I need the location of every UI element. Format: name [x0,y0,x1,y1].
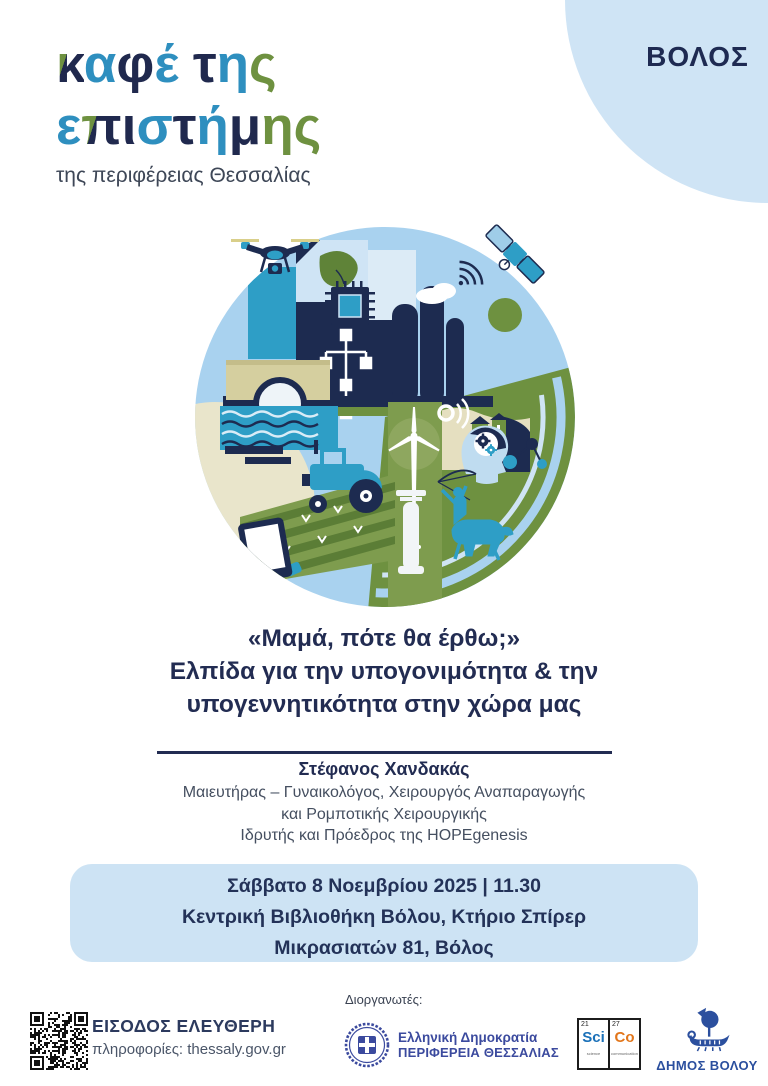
talk-title-line-1: «Μαμά, πότε θα έρθω;» [247,625,521,652]
hellenic-republic-label: Ελληνική Δημοκρατία [398,1030,538,1045]
speaker-name: Στέφανος Χανδακάς [298,759,470,779]
greek-emblem-icon [344,1022,390,1068]
scico-sci-number: 21 [581,1021,589,1028]
region-thessaly-label: ΠΕΡΙΦΕΡΕΙΑ ΘΕΣΣΑΛΙΑΣ [398,1045,559,1060]
event-datetime: Σάββατο 8 Νοεμβρίου 2025 | 11.30 [227,875,541,897]
scico-co-word: communication [611,1051,638,1056]
region-of-thessaly-logo [344,1022,559,1068]
title-divider [157,751,612,754]
event-address: Μικρασιατών 81, Βόλος [274,937,494,959]
volos-municipality-label: ΔΗΜΟΣ ΒΟΛΟΥ [656,1058,758,1073]
organizers-label: Διοργανωτές: [345,992,423,1007]
scico-sci-word: science [586,1051,601,1056]
agritech-circle-illustration [170,212,600,622]
logo-line-2: επιστήμης [56,97,322,156]
info-url: πληροφορίες: thessaly.gov.gr [92,1041,286,1058]
scico-co-symbol: Co [614,1029,635,1046]
speaker-role-line-1: Μαιευτήρας – Γυναικολόγος, Χειρουργός Αναπαραγωγής [182,784,586,801]
water-waves-icon [220,406,338,450]
microchip-icon [325,281,375,330]
talk-title-line-2: Ελπίδα για την υπογονιμότητα & την [169,658,599,685]
scico-logo [577,1018,641,1070]
logo-line-1: καφέ της [56,35,277,94]
speaker-roles [0,782,768,847]
scico-cell-co [608,1018,641,1070]
argo-ship-icon [683,1006,731,1052]
municipality-of-volos-logo [653,1006,761,1073]
qr-code [30,1012,88,1070]
event-details-box [70,864,698,962]
speaker-role-line-2: και Ρομποτικής Χειρουργικής [281,805,487,823]
corner-circle-shape [565,0,768,203]
scico-sci-symbol: Sci [582,1029,605,1046]
scico-co-number: 27 [612,1021,620,1028]
talk-title-line-3: υπογεννητικότητα στην χώρα μας [186,691,582,718]
science-cafe-logo [56,34,321,188]
city-badge: ΒΟΛΟΣ [646,41,749,72]
speaker-role-line-3: Ιδρυτής και Πρόεδρος της HOPEgenesis [240,827,528,844]
event-venue: Κεντρική Βιβλιοθήκη Βόλου, Κτήριο Σπίρερ [181,906,587,928]
free-entry-label: ΕΙΣΟΔΟΣ ΕΛΕΥΘΕΡΗ [92,1016,276,1036]
logo-subtitle: της περιφέρειας Θεσσαλίας [56,164,311,187]
sun-icon [488,298,522,332]
scico-cell-sci [577,1018,610,1070]
talk-title [0,622,768,721]
